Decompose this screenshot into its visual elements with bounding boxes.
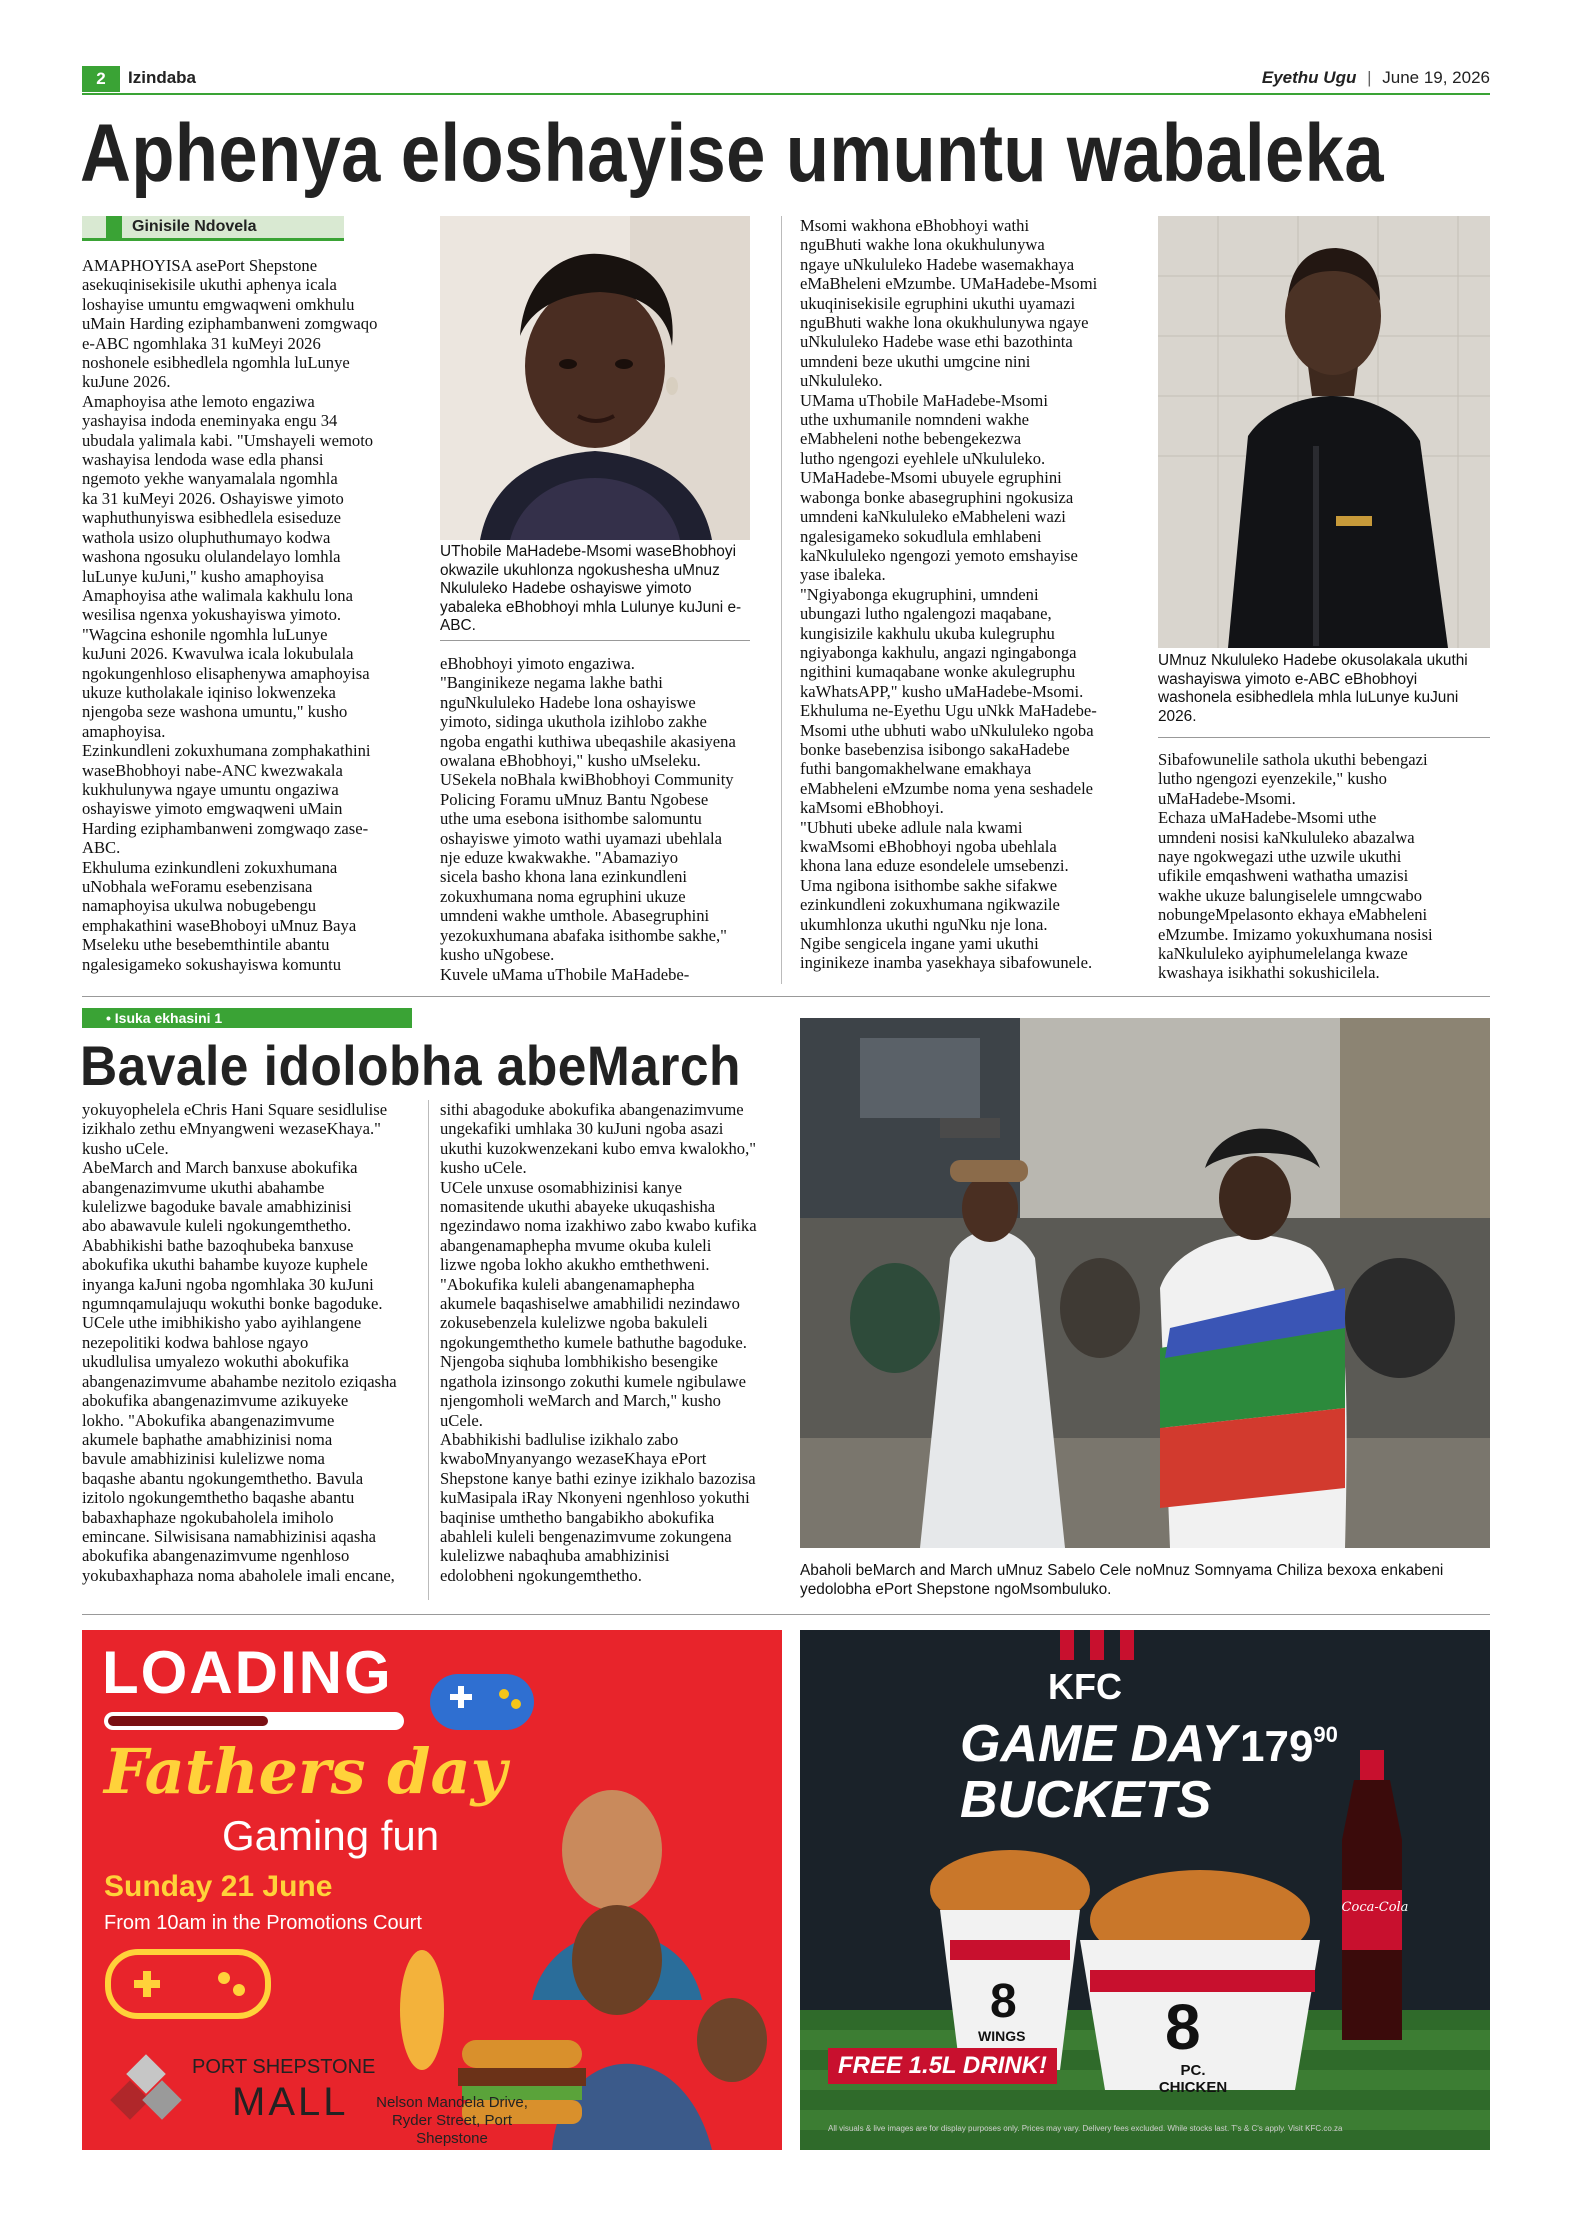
event-time: From 10am in the Promotions Court <box>104 1912 422 1934</box>
column-divider-2 <box>428 1100 429 1600</box>
byline-bar <box>82 216 344 241</box>
header-masthead <box>1262 68 1490 88</box>
kfc-game-day-ad[interactable] <box>800 1630 1490 2150</box>
article1-column-1: AMAPHOYISA asePort Shepstone asekuqinisekisile ukuthi aphenya icala loshayise umuntu emgwaqweni omkhulu uMain Harding eziphambanweni zomgwaqo e-ABC ngomhlaka 31 kuMeyi 2026 noshonele esibhedlela ngomhla luLunye kuJune 2026. Amaphoyisa athe lemoto engaziwa yashayisa indoda eneminyaka engu 34 ubudala yalimala kabi. "Umshayeli wemoto washayisa lendoda wase edla phansi ngemoto yekhe wanyamalala ngomhla ka 31 kuMeyi 2026. Oshayiswe yimoto waphuthunyiswa esibhedlela esiseduze wathola usizo oluphuthumayo kodwa washona ngosuku olulandelayo lomhla luLunye kuJuni," kusho amaphoyisa Amaphoyisa athe walimala kakhulu lona wesilisa ngenxa yokushayiswa yimoto. "Wagcina eshonile ngomhla luLunye kuJuni 2026. Kwavulwa icala lokubulala ngokungenhloso elisaphenywa amaphoyisa ukuze kutholakale iqiniso lokwenzeka njengoba seze washona umuntu," kusho amaphoyisa. Ezinkundleni zokuxhumana zomphakathini waseBhobhoyi nabe-ANC kwezwakala kukhulunywa ngaye umuntu ongaziwa oshayiswe yimoto emgwaqweni uMain Harding eziphambanweni zomgwaqo zase- ABC. Ekhuluma ezinkundleni zokuxhumana uNobhala weForamu esebenzisana namaphoyisa ukulwa nobugebengu emphakathini waseBhoboyi uMnuz Baya Mseleku uthe besebemthintile abantu ngalesigameko sokushayiswa komuntu <box>82 256 378 974</box>
mall-name-top: PORT SHEPSTONE <box>192 2056 376 2078</box>
continuation-tag <box>82 1008 412 1028</box>
article1-headline: Aphenya eloshayise umuntu wabaleka <box>80 108 1384 199</box>
portrait-man-image <box>1158 216 1490 648</box>
event-date: Sunday 21 June <box>104 1870 333 1903</box>
kfc-price-cents: 90 <box>1313 1722 1338 1747</box>
kfc-logo: KFC <box>1048 1666 1122 1707</box>
caption-photo-2: UMnuz Nkululeko Hadebe okusolakala ukuthi washayiswa yimoto e-ABC eBhobhoyi washonela esibhedlela mhla luLunye kuJuni 2026. <box>1158 652 1468 725</box>
mall-logo-icon <box>102 2050 192 2130</box>
family-burger-image <box>382 1740 782 2150</box>
gamepad-icon <box>422 1660 542 1740</box>
publication-name: Eyethu Ugu <box>1261 68 1357 87</box>
mall-fathers-day-ad[interactable] <box>82 1630 782 2150</box>
bucket-2-number: 8 <box>1165 1991 1201 2063</box>
article2-headline: Bavale idolobha abeMarch <box>80 1034 741 1097</box>
portrait-woman-image <box>440 216 750 540</box>
bucket-2-label: PC. CHICKEN <box>1158 2062 1228 2096</box>
caption-photo-1: UThobile MaHadebe-Msomi waseBhobhoyi okwazile ukuhlonza ngokushesha uMnuz Nkululeko Hadebe oshayiswe yimoto yabaleka eBhobhoyi mhla Lulunye kuJuni e-ABC. <box>440 543 742 635</box>
page-number: 2 <box>82 66 120 92</box>
photo-nkululeko-hadebe <box>1158 216 1490 648</box>
loading-text: LOADING <box>102 1639 393 1706</box>
bucket-1-label: WINGS <box>978 2028 1026 2044</box>
kfc-headline-2: BUCKETS <box>960 1771 1212 1829</box>
kfc-fineprint: All visuals & live images are for display purposes only. Prices may vary. Delivery fees excluded. While stocks last. T's & C's apply. Visit KFC.co.za <box>828 2124 1343 2133</box>
article1-column-3: Msomi wakhona eBhobhoyi wathi nguBhuti wakhe lona okukhulunywa ngaye uNkululeko Hadebe wasemakhaya eMaBheleni eMzumbe. UMaHadebe-Msomi ukuqinisekisile egruphini ukuthi uyamazi nguBhuti wakhe lona okukhulunywa ngaye uNkululeko Hadebe wase ethi bazothinta umndeni beze ukuthi umgcine nini uNkululeko. UMama uThobile MaHadebe-Msomi uthe uxhumanile nomndeni wakhe eMabheleni nothe bebengekezwa lutho ngengozi eyehlele uNkululeko. UMaHadebe-Msomi ubuyele egruphini wabonga bonke abasegruphini ngokusiza umndeni kaNkululeko eMabheleni wazi ngalesigameko sokudlula emhlabeni kaNkululeko ngengozi yemoto emshayise yase ibaleka. "Ngiyabonga ekugruphini, umndeni ubungazi lutho ngalengozi maqabane, kungisizile kakhulu ukuba kulegruphu ngiyabonga kakhulu, angazi ngingabonga ngithini kumaqabane wonke akulegruphu kaWhatsAPP," kusho uMaHadebe-Msomi. Ekhuluma ne-Eyethu Ugu uNkk MaHadebe- Msomi uthe ubhuti wabo uNkululeko ngoba bonke basebenzisa isibongo sakaHadebe futhi bangomakhelwane emakhaya eMabheleni eMzumbe noma yena seshadele kaMsomi eBhobhoyi. "Ubhuti ubeke adlule nala kwami kwaMsomi eBhobhoyi ngoba ubehlala khona lana eduze esondelele umsebenzi. Uma ngibona isithombe sakhe sifakwe ezinkundleni zokuxhumana ngikwazile ukumhlonza ukuthi nguNku nje lona. Ngibe sengicela ingane yami ukuthi inginikeze inamba yasekhaya sibafowunele. <box>800 216 1098 973</box>
caption2-rule <box>1158 737 1490 738</box>
mall-name: MALL <box>232 2080 349 2124</box>
caption1-rule <box>440 640 750 641</box>
cola-label: Coca-Cola <box>1341 1900 1409 1915</box>
caption-photo-3: Abaholi beMarch and March uMnuz Sabelo Cele noMnuz Somnyama Chiliza bexoxa enkabeni yedolobha ePort Shepstone ngoMsombuluko. <box>800 1562 1444 1598</box>
header-rule <box>82 93 1490 95</box>
article1-column-4: Sibafowunelile sathola ukuthi bebengazi lutho ngengozi eyenzekile," kusho uMaHadebe-Msomi. Echaza uMaHadebe-Msomi uthe umndeni nosisi kaNkululeko abazalwa naye ngokwegazi uthe uzwile ukuthi ufikile emqashweni wathatha umazisi wakhe ukuze balungiselele umngcwabo nobungeMpelasonto ekhaya eMabheleni eMzumbe. Imizamo yokuxhumana nosisi kaNkululeko ayiphumelelanga kwaze kwashaya isikhathi sokushicilela. <box>1158 750 1433 983</box>
kfc-price <box>1240 1722 1338 1772</box>
fathers-day-title: Fathers day <box>104 1735 507 1808</box>
mall-address: Nelson Mandela Drive, Ryder Street, Port Shepstone <box>376 2094 528 2147</box>
section-label: Izindaba <box>128 68 197 87</box>
byline-block <box>106 216 122 238</box>
byline: Ginisile Ndovela <box>132 218 257 235</box>
protest-scene-image <box>800 1018 1490 1548</box>
header-separator: | <box>1367 68 1372 87</box>
photo-march-leaders <box>800 1018 1490 1548</box>
issue-date: June 19, 2026 <box>1382 68 1490 87</box>
photo-thobile-mahadebe <box>440 216 750 540</box>
article1-column-2: eBhobhoyi yimoto engaziwa. "Banginikeze negama lakhe bathi nguNkululeko Hadebe lona oshayiswe yimoto, sidinga ukuthola izihlobo zakhe ngoba engathi kuthiwa ubeqashile akasiyena owalana eBhobhoyi," kusho uMseleku. USekela noBhala kwiBhobhoyi Community Policing Foramu uMnuz Bantu Ngobese uthe uma esebona isithombe salomuntu oshayiswe yimoto wathi uyamazi ubehlala nje eduze kwakwakhe. "Abamaziyo sicela basho khona lana ezinkundleni zokuxhumana noma egruphini ukuze umndeni wakhe umthole. Abasegruphini yezokuxhumana abafaka isithombe sakhe," kusho uNgobese. Kuvele uMama uThobile MaHadebe- <box>440 654 736 984</box>
section-separator-2 <box>82 1614 1490 1615</box>
loading-bar <box>104 1712 404 1730</box>
loading-bar-fill <box>108 1716 268 1726</box>
gaming-fun-text: Gaming fun <box>222 1812 440 1859</box>
continuation-tag-text: • Isuka ekhasini 1 <box>106 1010 223 1026</box>
bucket-1-number: 8 <box>990 1975 1017 2028</box>
article2-column-1: yokuyophelela eChris Hani Square sesidlulise izikhalo zethu eMnyangweni wezaseKhaya." kusho uCele. AbeMarch and March banxuse abokufika abangenazimvume ukuthi abahambe kulelizwe bagoduke bavale amabhizinisi abo abawavule kuleli ngokungemthetho. Ababhikishi bathe bazoqhubeka banxuse abokufika ukuthi bahambe kuyoze kuphele inyanga kaJuni ngoba ngomhlaka 30 kuJuni ngumnqamulajuqu wokuthi bonke bagoduke. UCele uthe imibhikisho yabo ayihlangene nezepolitiki kodwa bahlose ngayo ukudlulisa umyalezo wokuthi abokufika abangenazimvume abahambe nezitolo eziqasha abokufika abangenazimvume azikuyeke lokho. "Abokufika abangenazimvume akumele baphathe amabhizinisi noma bavule amabhizinisi kulelizwe noma baqashe abantu ngokungemthetho. Bavula izitolo ngokungemthetho baqashe abantu babaxhaphaze ngokubaholela imiholo emincane. Silwisisana namabhizinisi aqasha abokufika abangenazimvume ngenhloso yokubaxhaphaza noma abaholele imali encane, <box>82 1100 397 1585</box>
kfc-headline-1: GAME DAY <box>960 1715 1237 1773</box>
section-separator-1 <box>82 996 1490 997</box>
column-divider-1 <box>781 216 782 984</box>
kfc-price-main: 179 <box>1240 1722 1314 1771</box>
free-drink-badge: FREE 1.5L DRINK! <box>828 2048 1057 2084</box>
article2-column-2: sithi abagoduke abokufika abangenazimvume ungekafiki umhlaka 30 kuJuni ngoba asazi ukuthi kuzokwenzekani kubo emva kwalokho," kusho uCele. UCele unxuse osomabhizinisi kanye nomasitende ukuthi abayeke ukuqashisha ngezindawo noma izakhiwo zabo kwabo kufika abangenamaphepha mvume okuba kuleli lizwe ngoba lokho akukho emthethweni. "Abokufika kuleli abangenamaphepha akumele baqashiselwe amabhilidi nezindawo zokusebenzela kulelizwe ngoba bakuleli ngokungemthetho kumele bathuthe bagoduke. Njengoba siqhuba lombhikisho besengike ngathola izinsongo zokuthi kumele ngibulawe njengomholi weMarch and March," kusho uCele. Ababhikishi badlulise izikhalo zabo kwaboMnyanyango wezaseKhaya ePort Shepstone kanye bathi ezinye izikhalo bazozisa kuMasipala iRay Nkonyeni ngenhloso yokuthi baqinise umthetho bangabikho abokufika abahleli kuleli bengenazimvume zokungena kulelizwe nabaqhuba amabhizinisi edolobheni ngokungemthetho. <box>440 1100 757 1585</box>
controller-outline-icon <box>104 1948 304 2028</box>
